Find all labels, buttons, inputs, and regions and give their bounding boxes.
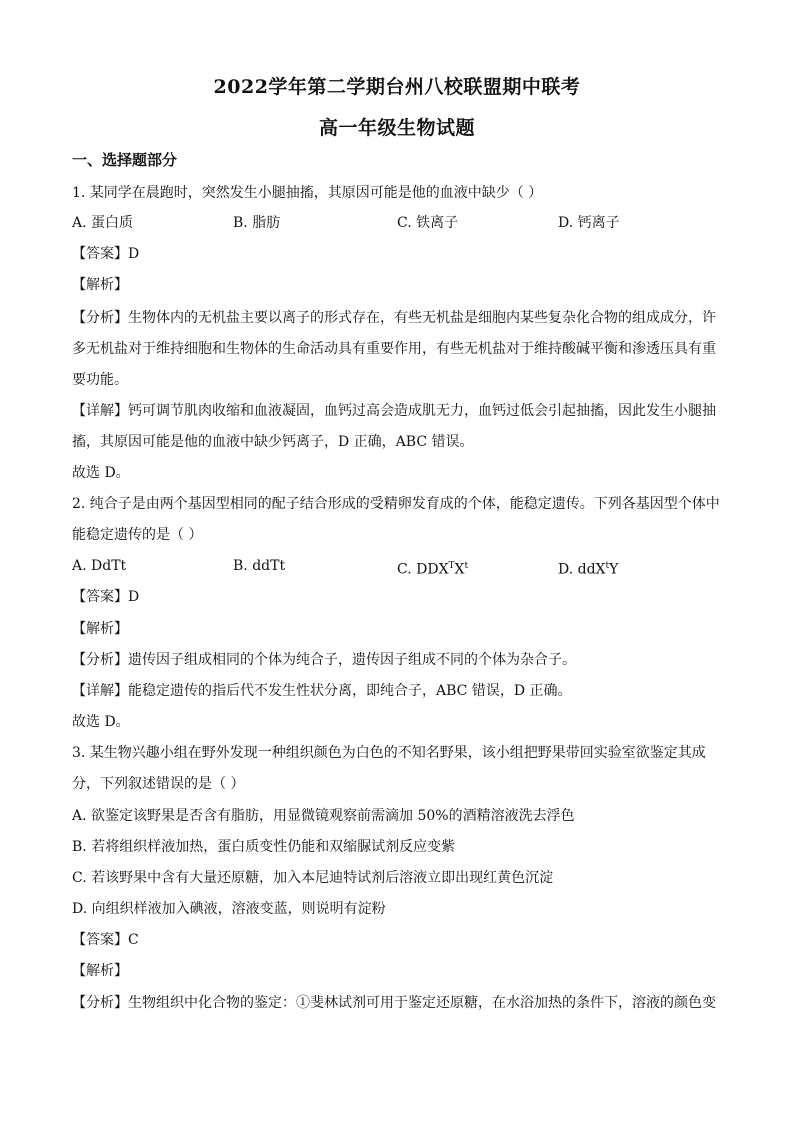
fenxi-text: 生物组织中化合物的鉴定：①斐林试剂可用于鉴定还原糖，在水浴加热的条件下，溶液的颜色变	[128, 995, 716, 1011]
exam-title: 2022学年第二学期台州八校联盟期中联考	[213, 76, 581, 98]
q1-option-c: C. 铁离子	[397, 215, 459, 231]
answer-tag: 【答案】	[72, 932, 128, 948]
q2-xiangjie	[72, 681, 572, 701]
q2-answer	[72, 587, 139, 607]
q3-stem-line-1: 3. 某生物兴趣小组在野外发现一种组织颜色为白色的不知名野果，该小组把野果带回实验室欲鉴定其成	[72, 745, 706, 761]
xiangjie-text: 钙可调节肌肉收缩和血液凝固，血钙过高会造成肌无力，血钙过低会引起抽搐，因此发生小腿抽	[128, 403, 716, 419]
answer-value: D	[128, 589, 140, 605]
q1-fenxi-line-1	[72, 308, 716, 328]
xiangjie-tag: 【详解】	[72, 683, 128, 699]
q2-fenxi	[72, 650, 576, 670]
q3-option-a: A. 欲鉴定该野果是否含有脂肪，用显微镜观察前需滴加 50%的酒精溶液洗去浮色	[72, 808, 575, 824]
q2-option-c: C. $DDX^TX^t$	[397, 561, 469, 578]
q2-stem-line-1: 2. 纯合子是由两个基因型相同的配子结合形成的受精卵发育成的个体，能稳定遗传。下列各基因型个体中	[72, 496, 720, 512]
fenxi-tag: 【分析】	[72, 995, 128, 1011]
answer-value: D	[128, 246, 140, 262]
q2-option-b: B. ddTt	[233, 558, 286, 574]
q3-analysis-tag: 【解析】	[72, 963, 128, 979]
fenxi-text: 生物体内的无机盐主要以离子的形式存在，有些无机盐是细胞内某些复杂化合物的组成成分，许	[128, 310, 716, 326]
q2-option-d: D. ddX$^t$Y	[558, 561, 619, 578]
q3-option-d: D. 向组织样液加入碘液，溶液变蓝，则说明有淀粉	[72, 901, 386, 917]
q2-conclusion: 故选 D。	[72, 714, 130, 730]
q1-xiangjie-line-1	[72, 401, 716, 421]
q3-stem-line-2: 分，下列叙述错误的是（ ）	[72, 776, 245, 792]
q1-option-b: B. 脂肪	[233, 215, 281, 231]
q1-fenxi-line-2: 多无机盐对于维持细胞和生物体的生命活动具有重要作用，有些无机盐对于维持酸碱平衡和渗透压具有重	[72, 341, 716, 357]
q1-fenxi-line-3: 要功能。	[72, 372, 128, 388]
q3-option-b: B. 若将组织样液加热，蛋白质变性仍能和双缩脲试剂反应变紫	[72, 839, 456, 855]
q3-fenxi	[72, 993, 716, 1013]
q3-answer	[72, 930, 139, 950]
exam-subtitle: 高一年级生物试题	[318, 117, 475, 139]
fenxi-text: 遗传因子组成相同的个体为纯合子，遗传因子组成不同的个体为杂合子。	[128, 652, 576, 668]
answer-tag: 【答案】	[72, 589, 128, 605]
q2-option-a: A. DdTt	[72, 558, 127, 574]
answer-value: C	[128, 932, 139, 948]
fenxi-tag: 【分析】	[72, 652, 128, 668]
q2-analysis-tag: 【解析】	[72, 621, 128, 637]
section-heading: 一、选择题部分	[72, 151, 178, 169]
q3-option-c: C. 若该野果中含有大量还原糖，加入本尼迪特试剂后溶液立即出现红黄色沉淀	[72, 870, 554, 886]
fenxi-tag: 【分析】	[72, 310, 128, 326]
xiangjie-tag: 【详解】	[72, 403, 128, 419]
q1-option-d: D. 钙离子	[558, 215, 620, 231]
q1-conclusion: 故选 D。	[72, 465, 130, 481]
q1-option-a: A. 蛋白质	[72, 215, 134, 231]
q1-stem: 1. 某同学在晨跑时，突然发生小腿抽搐，其原因可能是他的血液中缺少（ ）	[72, 185, 543, 201]
xiangjie-text: 能稳定遗传的指后代不发生性状分离，即纯合子，ABC 错误，D 正确。	[128, 683, 572, 699]
q1-answer	[72, 244, 139, 264]
q1-xiangjie-line-2: 搐，其原因可能是他的血液中缺少钙离子，D 正确，ABC 错误。	[72, 434, 474, 450]
q2-stem-line-2: 能稳定遗传的是（ ）	[72, 527, 203, 543]
answer-tag: 【答案】	[72, 246, 128, 262]
q1-analysis-tag: 【解析】	[72, 277, 128, 293]
